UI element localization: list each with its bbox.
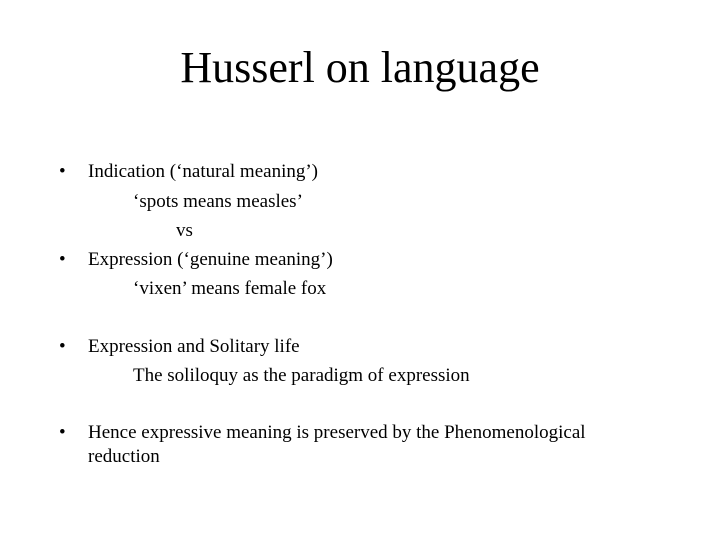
bullet-text-indication: Indication (‘natural meaning’) <box>88 161 319 182</box>
bullet-text-solitary-life: Expression and Solitary life <box>88 336 300 357</box>
sub-text-vixen-fox: ‘vixen’ means female fox <box>133 278 327 299</box>
sub-text-soliloquy: The soliloquy as the paradigm of expression <box>133 365 470 386</box>
bullet-marker: • <box>59 336 66 357</box>
bullet-text-expressive-meaning: Hence expressive meaning is preserved by the Phenomenological <box>88 422 586 443</box>
sub-text-spots-measles: ‘spots means measles’ <box>133 191 303 212</box>
bullet-marker: • <box>59 249 66 270</box>
bullet-text-continuation: reduction <box>88 446 160 467</box>
bullet-marker: • <box>59 422 66 443</box>
bullet-text-expression: Expression (‘genuine meaning’) <box>88 249 333 270</box>
bullet-marker: • <box>59 161 66 182</box>
slide-title: Husserl on language <box>180 43 540 92</box>
sub-text-vs: vs <box>176 220 193 241</box>
